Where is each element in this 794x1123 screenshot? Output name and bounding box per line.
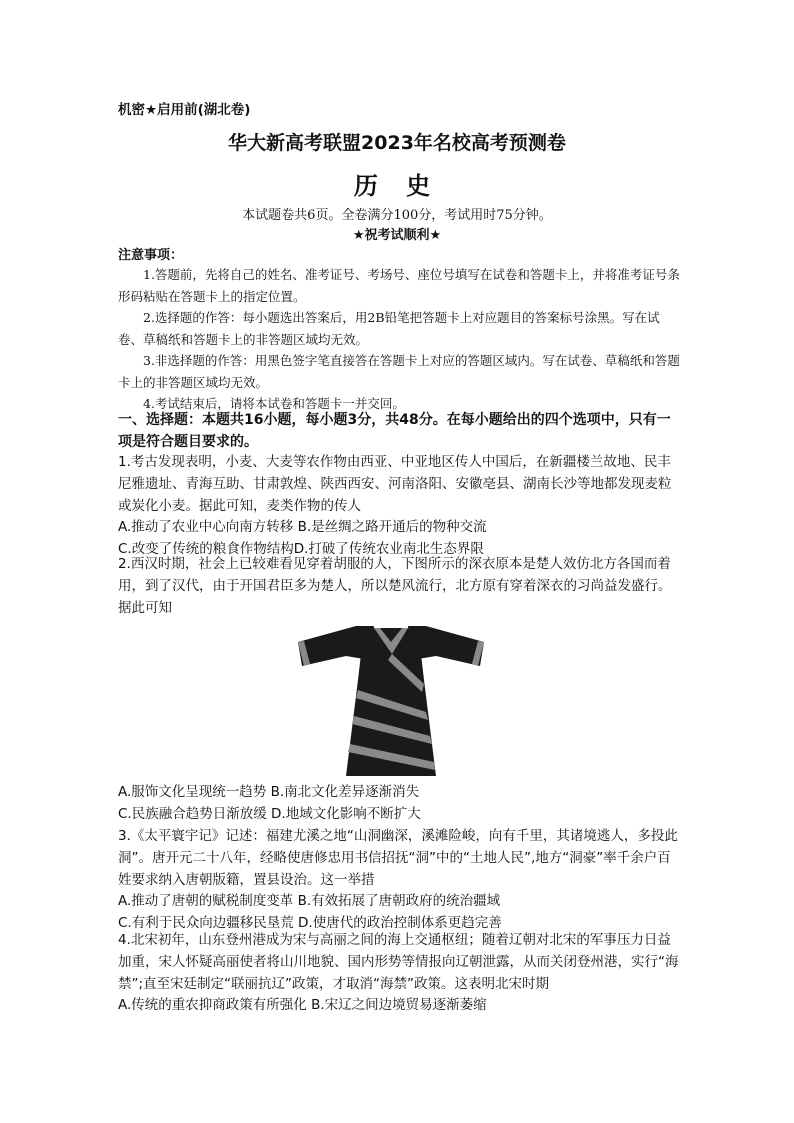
shenyi-robe-image [296, 620, 486, 780]
question-stem: 4.北宋初年，山东登州港成为宋与高丽之间的海上交通枢纽；随着辽朝对北宋的军事压力日益加重，宋人怀疑高丽使者将山川地貌、国内形势等情报向辽朝泄露，从而关闭登州港，实行“海禁”;直至宋廷制定“联丽抗辽”政策，才取消“海禁”政策。这表明北宋时期 [118, 932, 679, 992]
notice-item: 1.答题前，先将自己的姓名、准考证号、考场号、座位号填写在试卷和答题卡上，并将准考证号条形码粘贴在答题卡上的指定位置。 [118, 267, 680, 304]
question-1 [118, 452, 683, 561]
question-3 [118, 826, 683, 935]
question-option: A.服饰文化呈现统一趋势 B.南北文化差异逐渐消失 [118, 784, 420, 800]
notice-heading: 注意事项： [118, 248, 184, 263]
question-stem: 3.《太平寰宇记》记述：福建尤溪之地“山洞幽深，溪滩险峻，向有千里，其诸境逃人，多投此洞”。唐开元二十八年，经略使唐修忠用书信招抚“洞”中的“土地人民”,地方“洞豪”率千余户百姓要求纳入唐朝版籍，置县设治。这一举措 [118, 828, 678, 888]
notice-list [118, 264, 680, 415]
good-luck-line: ★祝考试顺利★ [352, 228, 442, 243]
notice-item: 4.考试结束后，请将本试卷和答题卡一并交回。 [143, 396, 405, 411]
question-2-options [118, 782, 683, 826]
question-option: C.有利于民众向边疆移民垦荒 D.使唐代的政治控制体系更趋完善 [118, 915, 502, 932]
question-2 [118, 554, 683, 619]
question-option: C.改变了传统的粮食作物结构D.打破了传统农业南北生态界限 [118, 541, 484, 558]
question-stem: 2.西汉时期，社会上已较难看见穿着胡服的人，下图所示的深衣原本是楚人效仿北方各国而着用，到了汉代，由于开国君臣多为楚人，所以楚风流行，北方原有穿着深衣的习尚益发盛行。据此可知 [118, 556, 672, 616]
section-heading: 一、选择题：本题共16小题，每小题3分，共48分。在每小题给出的四个选项中，只有一项是符合题目要求的。 [118, 412, 671, 450]
subject-title: 历 史 [353, 172, 441, 200]
question-option: A.推动了唐朝的赋税制度变革 B.有效拓展了唐朝政府的统治疆域 [118, 893, 501, 910]
question-option: A.推动了农业中心向南方转移 B.是丝绸之路开通后的物种交流 [118, 519, 487, 536]
notice-item: 2.选择题的作答：每小题选出答案后，用2B铅笔把答题卡上对应题目的答案标号涂黑。写在试卷、草稿纸和答题卡上的非答题区域均无效。 [118, 310, 660, 347]
question-4 [118, 930, 683, 1017]
question-option: C.民族融合趋势日渐放缓 D.地域文化影响不断扩大 [118, 805, 421, 822]
confidential-label: 机密★启用前(湖北卷) [118, 102, 251, 118]
question-stem: 1.考古发现表明，小麦、大麦等农作物由西亚、中亚地区传人中国后，在新疆楼兰故地、民丰尼雅遗址、青海互助、甘肃敦煌、陕西西安、河南洛阳、安徽亳县、湖南长沙等地都发现麦粒或炭化小麦。据此可知，麦类作物的传人 [118, 454, 672, 514]
exam-intro: 本试题卷共6页。全卷满分100分，考试用时75分钟。 [242, 208, 552, 223]
notice-item: 3.非选择题的作答：用黑色签字笔直接答在答题卡上对应的答题区域内。写在试卷、草稿纸和答题卡上的非答题区域均无效。 [118, 353, 680, 390]
question-option: A.传统的重农抑商政策有所强化 B.宋辽之间边境贸易逐渐萎缩 [118, 997, 487, 1014]
exam-title: 华大新高考联盟2023年名校高考预测卷 [228, 132, 566, 154]
